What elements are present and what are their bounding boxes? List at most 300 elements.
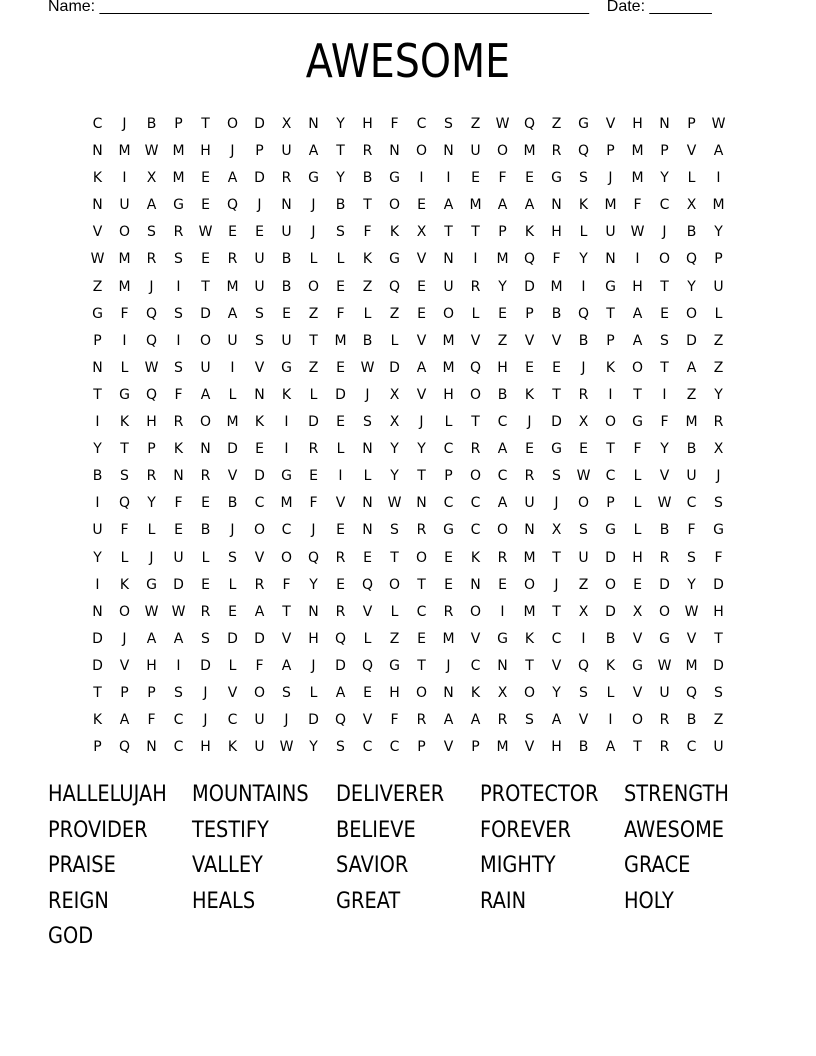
grid-cell: V xyxy=(551,332,562,349)
grid-cell: V xyxy=(362,712,373,729)
grid-cell: S xyxy=(174,359,183,376)
grid-cell: Y xyxy=(714,224,723,241)
grid-cell: W xyxy=(171,603,186,620)
grid-cell: L xyxy=(606,684,615,701)
grid-cell: C xyxy=(497,468,508,485)
grid-cell: F xyxy=(309,495,318,512)
grid-cell: M xyxy=(226,278,239,295)
grid-cell: D xyxy=(254,630,265,647)
grid-cell: Y xyxy=(498,278,507,295)
grid-cell: C xyxy=(497,414,508,431)
grid-cell: U xyxy=(686,468,697,485)
grid-cell: B xyxy=(497,386,508,403)
grid-cell: J xyxy=(122,116,127,132)
grid-cell: T xyxy=(201,278,210,295)
grid-cell: I xyxy=(176,332,181,349)
grid-cell: W xyxy=(657,495,672,512)
grid-cell: B xyxy=(92,468,103,485)
grid-cell: M xyxy=(469,197,482,214)
grid-cell: L xyxy=(687,170,696,187)
grid-cell: A xyxy=(281,657,292,674)
grid-cell: D xyxy=(254,468,265,485)
grid-cell: S xyxy=(336,224,345,241)
grid-cell: G xyxy=(632,657,643,674)
grid-cell: J xyxy=(203,684,208,701)
grid-cell: D xyxy=(92,657,103,674)
grid-cell: B xyxy=(686,712,697,729)
grid-cell: H xyxy=(632,549,643,566)
grid-cell: O xyxy=(280,549,293,566)
grid-cell: K xyxy=(92,170,103,187)
grid-cell: Q xyxy=(361,576,374,593)
grid-cell: G xyxy=(281,359,292,376)
grid-cell: W xyxy=(495,116,510,132)
grid-cell: D xyxy=(713,576,724,593)
grid-cell: J xyxy=(311,197,316,214)
grid-cell: P xyxy=(147,441,156,458)
grid-cell: U xyxy=(443,278,454,295)
grid-cell: U xyxy=(254,712,265,729)
grid-cell: O xyxy=(388,197,401,214)
grid-cell: Z xyxy=(389,305,400,322)
grid-cell: R xyxy=(497,712,508,729)
grid-cell: H xyxy=(713,603,724,620)
grid-cell: L xyxy=(120,549,129,566)
grid-cell: A xyxy=(605,739,616,756)
grid-cell: E xyxy=(201,251,210,268)
date-label: Date: _______ xyxy=(606,0,712,15)
grid-cell: S xyxy=(336,739,345,756)
grid-cell: D xyxy=(335,386,346,403)
grid-cell: U xyxy=(605,224,616,241)
grid-cell: L xyxy=(633,522,642,539)
grid-cell: N xyxy=(470,576,481,593)
grid-cell: T xyxy=(552,549,561,566)
grid-cell: R xyxy=(470,441,481,458)
grid-cell: S xyxy=(255,332,264,349)
grid-cell: Z xyxy=(389,630,400,647)
grid-cell: G xyxy=(551,170,562,187)
grid-cell: E xyxy=(417,630,426,647)
grid-cell: S xyxy=(174,251,183,268)
grid-cell: E xyxy=(444,549,453,566)
grid-cell: F xyxy=(255,657,264,674)
grid-cell: S xyxy=(120,468,129,485)
grid-cell: B xyxy=(605,630,616,647)
grid-cell: X xyxy=(389,414,400,431)
grid-cell: D xyxy=(659,576,670,593)
grid-cell: A xyxy=(227,170,238,187)
grid-cell: T xyxy=(120,441,129,458)
grid-cell: V xyxy=(578,712,589,729)
grid-cell: T xyxy=(714,630,723,647)
grid-cell: B xyxy=(551,305,562,322)
grid-cell: A xyxy=(335,684,346,701)
grid-cell: H xyxy=(146,414,157,431)
word-list-item: GOD xyxy=(48,924,94,950)
grid-cell: N xyxy=(92,197,103,214)
grid-cell: H xyxy=(632,116,643,132)
grid-cell: O xyxy=(496,522,509,539)
grid-cell: O xyxy=(307,278,320,295)
grid-cell: C xyxy=(470,522,481,539)
grid-cell: F xyxy=(120,522,129,539)
grid-cell: N xyxy=(389,143,400,160)
grid-cell: L xyxy=(363,468,372,485)
grid-cell: F xyxy=(390,116,399,132)
grid-cell: Y xyxy=(93,549,102,566)
grid-cell: X xyxy=(551,522,562,539)
word-list-item: GRACE xyxy=(624,853,691,879)
grid-cell: I xyxy=(473,251,478,268)
grid-cell: Y xyxy=(660,441,669,458)
grid-cell: I xyxy=(95,576,100,593)
grid-cell: R xyxy=(659,739,670,756)
grid-cell: C xyxy=(443,441,454,458)
grid-cell: E xyxy=(309,468,318,485)
grid-cell: R xyxy=(200,468,211,485)
grid-cell: Q xyxy=(118,495,131,512)
grid-cell: P xyxy=(525,305,534,322)
grid-cell: M xyxy=(496,251,509,268)
grid-cell: F xyxy=(687,522,696,539)
grid-cell: C xyxy=(362,739,373,756)
grid-cell: K xyxy=(92,712,103,729)
grid-cell: O xyxy=(415,684,428,701)
grid-cell: E xyxy=(417,305,426,322)
grid-cell: E xyxy=(336,414,345,431)
grid-cell: J xyxy=(527,414,532,431)
grid-cell: C xyxy=(443,495,454,512)
grid-cell: Y xyxy=(336,116,345,132)
grid-cell: V xyxy=(254,549,265,566)
word-list-item: FOREVER xyxy=(480,817,571,843)
grid-cell: R xyxy=(173,224,184,241)
grid-cell: S xyxy=(282,684,291,701)
grid-cell: F xyxy=(633,441,642,458)
grid-cell: G xyxy=(605,278,616,295)
word-list-item: HEALS xyxy=(192,888,256,914)
grid-cell: Z xyxy=(497,332,508,349)
word-list-item: PRAISE xyxy=(48,853,116,879)
grid-cell: J xyxy=(311,224,316,241)
grid-cell: P xyxy=(147,684,156,701)
grid-cell: H xyxy=(389,684,400,701)
grid-cell: F xyxy=(336,305,345,322)
grid-cell: D xyxy=(524,278,535,295)
grid-cell: S xyxy=(255,305,264,322)
grid-cell: R xyxy=(713,414,724,431)
grid-cell: N xyxy=(497,657,508,674)
grid-cell: G xyxy=(497,630,508,647)
grid-cell: B xyxy=(362,170,373,187)
word-list-item: TESTIFY xyxy=(192,817,269,843)
grid-cell: A xyxy=(227,305,238,322)
grid-cell: U xyxy=(92,522,103,539)
grid-cell: S xyxy=(174,305,183,322)
grid-cell: T xyxy=(282,603,291,620)
grid-cell: Z xyxy=(362,278,373,295)
grid-cell: I xyxy=(581,630,586,647)
grid-cell: U xyxy=(713,739,724,756)
grid-cell: M xyxy=(118,143,131,160)
grid-cell: A xyxy=(632,332,643,349)
grid-cell: S xyxy=(228,549,237,566)
grid-cell: Y xyxy=(687,576,696,593)
grid-cell: M xyxy=(523,143,536,160)
grid-cell: T xyxy=(336,143,345,160)
grid-cell: X xyxy=(578,603,589,620)
grid-cell: V xyxy=(524,332,535,349)
grid-cell: U xyxy=(281,143,292,160)
grid-cell: D xyxy=(200,657,211,674)
grid-cell: T xyxy=(606,305,615,322)
grid-cell: N xyxy=(443,684,454,701)
grid-cell: J xyxy=(608,170,613,187)
grid-cell: S xyxy=(714,684,723,701)
grid-cell: T xyxy=(525,657,534,674)
grid-cell: V xyxy=(416,332,427,349)
grid-cell: R xyxy=(173,414,184,431)
grid-cell: H xyxy=(497,359,508,376)
word-list-item: VALLEY xyxy=(192,853,263,879)
word-list-item: HOLY xyxy=(624,888,674,914)
grid-cell: M xyxy=(172,143,185,160)
grid-cell: D xyxy=(227,630,238,647)
grid-cell: E xyxy=(228,603,237,620)
grid-cell: E xyxy=(498,305,507,322)
grid-cell: N xyxy=(443,143,454,160)
grid-cell: D xyxy=(308,712,319,729)
grid-cell: B xyxy=(578,739,589,756)
grid-cell: A xyxy=(551,712,562,729)
grid-cell: E xyxy=(444,576,453,593)
grid-cell: I xyxy=(176,278,181,295)
grid-cell: Q xyxy=(118,739,131,756)
grid-cell: R xyxy=(470,278,481,295)
grid-cell: G xyxy=(389,170,400,187)
grid-cell: P xyxy=(606,143,615,160)
grid-cell: Y xyxy=(309,576,318,593)
grid-cell: C xyxy=(389,739,400,756)
grid-cell: J xyxy=(554,495,559,512)
grid-cell: S xyxy=(660,332,669,349)
grid-cell: S xyxy=(390,522,399,539)
grid-cell: A xyxy=(497,441,508,458)
grid-cell: M xyxy=(604,197,617,214)
grid-cell: E xyxy=(525,441,534,458)
grid-cell: V xyxy=(524,739,535,756)
grid-cell: V xyxy=(416,386,427,403)
grid-cell: G xyxy=(659,630,670,647)
grid-cell: Q xyxy=(361,657,374,674)
grid-cell: A xyxy=(443,712,454,729)
word-list-item: GREAT xyxy=(336,888,401,914)
grid-cell: X xyxy=(281,116,292,132)
grid-cell: W xyxy=(576,468,591,485)
grid-cell: M xyxy=(442,630,455,647)
grid-cell: P xyxy=(498,224,507,241)
grid-cell: U xyxy=(470,143,481,160)
word-list-item: MOUNTAINS xyxy=(192,782,309,807)
grid-cell: G xyxy=(605,522,616,539)
grid-cell: A xyxy=(524,197,535,214)
grid-cell: M xyxy=(226,414,239,431)
grid-cell: B xyxy=(362,332,373,349)
grid-cell: E xyxy=(201,495,210,512)
grid-cell: Q xyxy=(577,143,590,160)
grid-cell: V xyxy=(92,224,103,241)
grid-cell: L xyxy=(336,441,345,458)
grid-cell: I xyxy=(338,468,343,485)
grid-cell: D xyxy=(254,170,265,187)
grid-cell: K xyxy=(362,251,373,268)
grid-cell: R xyxy=(551,143,562,160)
grid-cell: W xyxy=(198,224,213,241)
grid-cell: W xyxy=(90,251,105,268)
grid-cell: O xyxy=(253,522,266,539)
grid-cell: X xyxy=(497,684,508,701)
grid-cell: R xyxy=(659,712,670,729)
grid-cell: B xyxy=(200,522,211,539)
grid-cell: N xyxy=(659,116,670,132)
grid-cell: C xyxy=(173,739,184,756)
grid-cell: S xyxy=(201,630,210,647)
grid-cell: Q xyxy=(334,630,347,647)
grid-cell: L xyxy=(309,251,318,268)
grid-cell: M xyxy=(496,739,509,756)
grid-cell: L xyxy=(579,224,588,241)
grid-cell: O xyxy=(226,116,239,132)
grid-cell: T xyxy=(552,386,561,403)
grid-cell: N xyxy=(146,739,157,756)
grid-cell: O xyxy=(253,684,266,701)
grid-cell: Y xyxy=(336,170,345,187)
grid-cell: C xyxy=(281,522,292,539)
grid-cell: F xyxy=(498,170,507,187)
grid-cell: I xyxy=(284,414,289,431)
grid-cell: P xyxy=(93,332,102,349)
grid-cell: Q xyxy=(523,251,536,268)
grid-cell: L xyxy=(633,495,642,512)
grid-cell: Q xyxy=(523,116,536,132)
grid-cell: O xyxy=(631,359,644,376)
grid-cell: T xyxy=(660,359,669,376)
grid-cell: R xyxy=(497,549,508,566)
grid-cell: B xyxy=(686,441,697,458)
grid-cell: M xyxy=(523,603,536,620)
grid-cell: O xyxy=(577,495,590,512)
grid-cell: Y xyxy=(309,739,318,756)
grid-cell: I xyxy=(176,657,181,674)
grid-cell: D xyxy=(227,441,238,458)
grid-cell: L xyxy=(444,414,453,431)
grid-cell: K xyxy=(524,630,535,647)
grid-cell: D xyxy=(254,116,265,132)
grid-cell: N xyxy=(551,197,562,214)
grid-cell: M xyxy=(550,278,563,295)
grid-cell: T xyxy=(417,657,426,674)
grid-cell: S xyxy=(174,684,183,701)
grid-cell: I xyxy=(608,712,613,729)
grid-cell: V xyxy=(227,684,238,701)
grid-cell: K xyxy=(605,359,616,376)
grid-cell: Z xyxy=(551,116,562,132)
grid-cell: W xyxy=(144,143,159,160)
grid-cell: I xyxy=(662,386,667,403)
word-list-item: STRENGTH xyxy=(624,782,729,807)
grid-cell: E xyxy=(417,197,426,214)
grid-cell: J xyxy=(419,414,424,431)
grid-cell: F xyxy=(363,224,372,241)
grid-cell: R xyxy=(254,576,265,593)
grid-cell: U xyxy=(578,549,589,566)
grid-cell: L xyxy=(363,630,372,647)
grid-cell: D xyxy=(605,603,616,620)
grid-cell: J xyxy=(284,712,289,729)
grid-cell: T xyxy=(471,224,480,241)
grid-cell: A xyxy=(200,386,211,403)
grid-cell: A xyxy=(119,712,130,729)
grid-cell: O xyxy=(388,576,401,593)
grid-cell: R xyxy=(335,549,346,566)
grid-cell: Z xyxy=(578,576,589,593)
grid-cell: I xyxy=(122,170,127,187)
grid-cell: C xyxy=(92,116,103,132)
grid-cell: C xyxy=(470,495,481,512)
grid-cell: I xyxy=(122,332,127,349)
grid-cell: L xyxy=(228,576,237,593)
grid-cell: M xyxy=(685,657,698,674)
word-list-item: PROVIDER xyxy=(48,817,148,843)
grid-cell: I xyxy=(95,495,100,512)
grid-cell: J xyxy=(230,143,235,160)
grid-cell: U xyxy=(227,332,238,349)
grid-cell: H xyxy=(551,739,562,756)
grid-cell: T xyxy=(417,468,426,485)
grid-cell: I xyxy=(581,278,586,295)
grid-cell: R xyxy=(524,468,535,485)
grid-cell: X xyxy=(713,441,724,458)
word-list-item: DELIVERER xyxy=(336,782,445,807)
grid-cell: O xyxy=(415,143,428,160)
grid-cell: V xyxy=(416,251,427,268)
grid-cell: R xyxy=(308,441,319,458)
grid-cell: F xyxy=(282,576,291,593)
grid-cell: Q xyxy=(334,712,347,729)
grid-cell: M xyxy=(172,170,185,187)
grid-cell: J xyxy=(311,657,316,674)
grid-cell: K xyxy=(119,414,130,431)
grid-cell: D xyxy=(686,332,697,349)
grid-cell: F xyxy=(552,251,561,268)
grid-cell: B xyxy=(281,278,292,295)
grid-cell: O xyxy=(118,224,131,241)
grid-cell: U xyxy=(254,739,265,756)
grid-cell: S xyxy=(714,495,723,512)
grid-cell: S xyxy=(687,549,696,566)
grid-cell: J xyxy=(311,522,316,539)
grid-cell: N xyxy=(254,386,265,403)
grid-cell: P xyxy=(687,116,696,132)
grid-cell: P xyxy=(444,468,453,485)
grid-cell: L xyxy=(390,603,399,620)
grid-cell: E xyxy=(498,576,507,593)
grid-cell: J xyxy=(554,576,559,593)
word-list-item: BELIEVE xyxy=(336,817,416,843)
grid-cell: K xyxy=(389,224,400,241)
grid-cell: B xyxy=(227,495,238,512)
